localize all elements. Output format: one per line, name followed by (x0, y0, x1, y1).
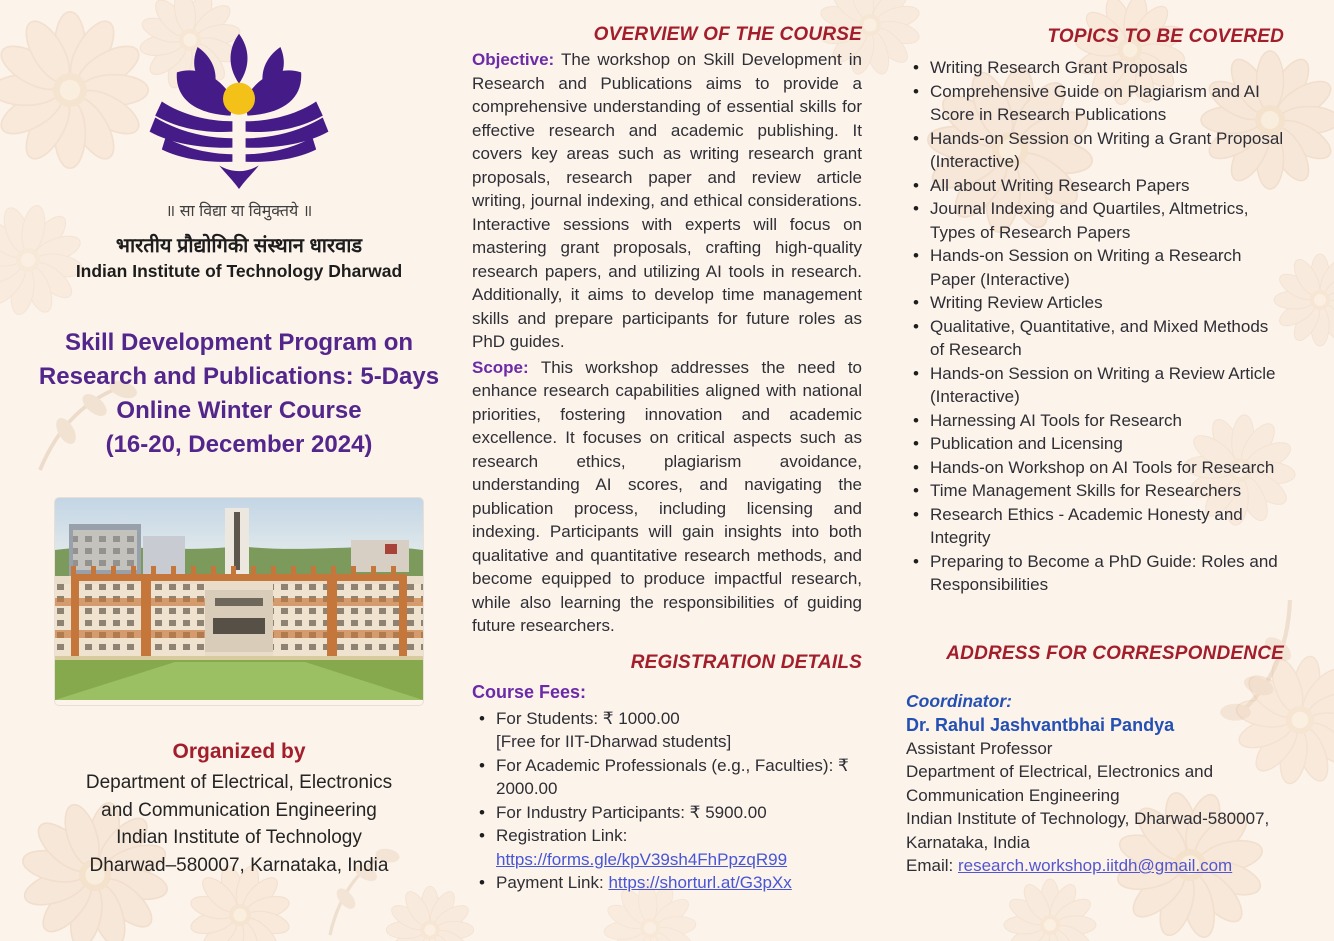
organizer-line1: Department of Electrical, Electronics (85, 772, 393, 793)
overview-panel (472, 24, 862, 895)
fee-students-note: [Free for IIT-Dharwad students] (496, 732, 732, 751)
topics-list (906, 56, 1284, 597)
objective-paragraph (472, 48, 862, 354)
lotus-book-logo-icon (109, 30, 369, 190)
scope-label: Scope: (472, 357, 529, 377)
objective-label: Objective: (472, 50, 555, 69)
fees-list (472, 707, 862, 895)
course-title-line1: Skill Development Program on (64, 329, 414, 356)
institute-name-hindi: भारतीय प्रौद्योगिकी संस्थान धारवाड (115, 235, 363, 257)
topic-item: • Harnessing AI Tools for Research (906, 409, 1284, 433)
left-panel (24, 0, 454, 879)
topic-item: • Time Management Skills for Researchers (906, 479, 1284, 503)
email-label: Email: (906, 856, 954, 875)
course-title-line3: Online Winter Course (116, 397, 362, 424)
organizer-address (24, 769, 454, 879)
organizer-line4: Dharwad–580007, Karnataka, India (89, 854, 389, 876)
coordinator-role: Assistant Professor (906, 738, 1053, 758)
fee-students-text: For Students: ₹ 1000.00 (496, 708, 680, 728)
payment-link[interactable]: https://shorturl.at/G3pXx (608, 873, 792, 892)
organizer-line2: and Communication Engineering (101, 799, 377, 821)
iitdh-logo (24, 30, 454, 282)
fee-item-academic: • For Academic Professionals (e.g., Faculties): ₹ 2000.00 (472, 754, 862, 801)
topic-item: • Writing Research Grant Proposals (906, 56, 1284, 80)
campus-photo-image (55, 498, 423, 705)
topic-item: • Research Ethics - Academic Honesty and Integrity (906, 503, 1284, 550)
topics-panel (906, 26, 1284, 878)
topic-item: • Hands-on Session on Writing a Research Paper (Interactive) (906, 244, 1284, 291)
institute-name-english: Indian Institute of Technology Dharwad (75, 261, 403, 281)
topic-item: • Publication and Licensing (906, 432, 1284, 456)
coordinator-department: Department of Electrical, Electronics and Communication Engineering (906, 762, 1214, 805)
organized-by-heading: Organized by (172, 740, 306, 763)
topic-item: • All about Writing Research Papers (906, 174, 1284, 198)
overview-heading: OVERVIEW OF THE COURSE (593, 24, 862, 45)
coordinator-institute: Indian Institute of Technology, Dharwad-580007, Karnataka, India (906, 809, 1270, 852)
logo-motto: ॥ सा विद्या या विमुक्तये ॥ (165, 203, 313, 220)
scope-text: This workshop addresses the need to enhance research capabilities aligned with national priorities, fostering innovation and academic excellence. It focuses on critical aspects such as research ethics, plagiarism avoidance, understanding AI scores, and navigating the publication process, including licensing and indexing. Participants will gain insights into both qualitative and quantitative research methods, and become equipped to produce impactful research, while also learning the responsibilities of guiding future researchers. (472, 357, 862, 635)
fee-item-students (472, 707, 862, 754)
topic-item: • Preparing to Become a PhD Guide: Roles and Responsibilities (906, 550, 1284, 597)
objective-text: The workshop on Skill Development in Research and Publications aims to provide a comprehensive understanding of essential skills for effective research and academic publishing. It covers key areas such as writing research grant proposals, research paper and review article writing, journal indexing, and ethical considerations. Interactive sessions with experts will focus on mastering grant proposals, crafting high-quality research papers, and utilizing AI tools in research. Additionally, it aims to develop time management skills and prepare participants for future roles as PhD guides. (472, 50, 862, 351)
coordinator-email-line (906, 854, 1284, 878)
fee-item-registration-link (472, 824, 862, 871)
registration-link[interactable]: https://forms.gle/kpV39sh4FhPpzqR99 (496, 849, 788, 869)
course-title (24, 326, 454, 462)
scope-paragraph (472, 356, 862, 638)
coordinator-label: Coordinator: (906, 690, 1012, 711)
topic-item: • Writing Review Articles (906, 291, 1284, 315)
course-fees-label: Course Fees: (472, 681, 587, 702)
course-title-line4: (16-20, December 2024) (105, 431, 373, 458)
fee-item-payment-link (472, 871, 862, 895)
organizer-line3: Indian Institute of Technology (116, 827, 362, 848)
coordinator-name: Dr. Rahul Jashvantbhai Pandya (906, 714, 1175, 735)
email-link[interactable]: research.workshop.iitdh@gmail.com (957, 856, 1233, 875)
topic-item: • Hands-on Session on Writing a Grant Proposal (Interactive) (906, 127, 1284, 174)
course-title-line2: Research and Publications: 5-Days (38, 363, 440, 390)
topics-heading: TOPICS TO BE COVERED (1047, 26, 1284, 47)
coordinator-block (906, 689, 1284, 878)
fee-item-industry: • For Industry Participants: ₹ 5900.00 (472, 801, 862, 825)
topic-item: • Hands-on Session on Writing a Review Article (Interactive) (906, 362, 1284, 409)
registration-heading: REGISTRATION DETAILS (630, 651, 862, 673)
topic-item: • Comprehensive Guide on Plagiarism and AI Score in Research Publications (906, 80, 1284, 127)
registration-link-label: Registration Link: (496, 826, 628, 845)
address-heading: ADDRESS FOR CORRESPONDENCE (946, 642, 1284, 664)
topic-item: • Hands-on Workshop on AI Tools for Research (906, 456, 1284, 480)
topic-item: • Qualitative, Quantitative, and Mixed Methods of Research (906, 315, 1284, 362)
topic-item: • Journal Indexing and Quartiles, Altmetrics, Types of Research Papers (906, 197, 1284, 244)
payment-link-label: Payment Link: (496, 873, 604, 892)
